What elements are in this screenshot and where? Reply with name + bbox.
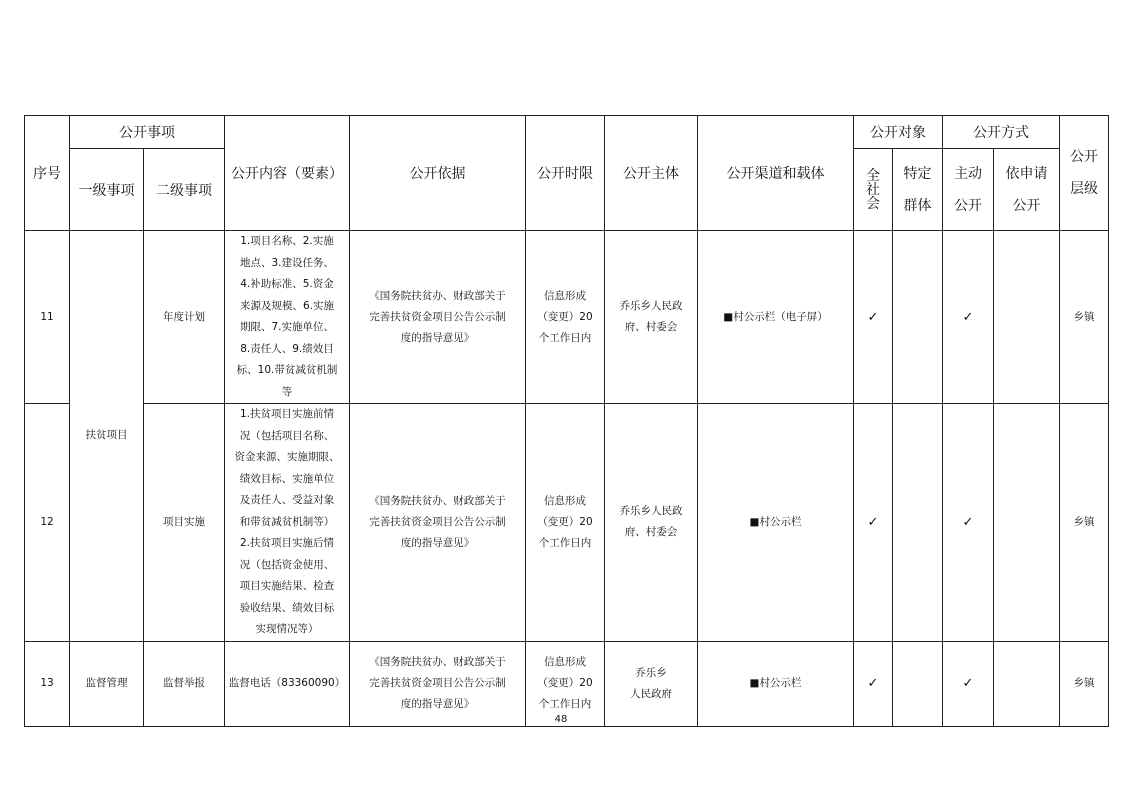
content-line: 标、10.带贫减贫机制 [236, 364, 338, 376]
header-method-active-line: 公开 [954, 197, 982, 214]
limit-line: 信息形成 [544, 494, 586, 507]
header-level-line: 公开 [1070, 149, 1098, 165]
header-level1: 一级事项 [70, 149, 144, 231]
cell-level: 乡镇 [1060, 231, 1109, 404]
basis-line: 完善扶贫资金项目公告公示制 [369, 310, 506, 323]
check-icon: ✓ [943, 404, 994, 642]
content-line: 绩效目标、实施单位 [239, 472, 335, 485]
limit-line: （变更）20 [537, 515, 593, 528]
content-line: 来源及规模、6.实施 [239, 299, 335, 312]
content-line: 1.项目名称、2.实施 [240, 235, 334, 247]
check-icon: ✓ [943, 231, 994, 404]
content-line: 监督电话（83360090） [228, 676, 346, 689]
cell-level2: 年度计划 [144, 231, 225, 404]
cell-level2: 监督举报 [144, 641, 225, 726]
basis-line: 《国务院扶贫办、财政部关于 [369, 656, 506, 668]
header-method-active-line: 主动 [954, 165, 982, 182]
header-level [1060, 116, 1109, 231]
limit-line: 个工作日内 [538, 331, 592, 344]
disclosure-table [24, 115, 1109, 727]
header-public-items: 公开事项 [70, 116, 225, 149]
cell-channel: ■村公示栏 [698, 404, 854, 642]
header-target-all-char: 会 [866, 195, 880, 212]
content-line: 况（包括项目名称、 [239, 429, 335, 442]
cell-seq: 11 [25, 231, 70, 404]
limit-line: 信息形成 [544, 289, 586, 302]
cell-channel: ■村公示栏 [698, 641, 854, 726]
content-line: 地点、3.建设任务、 [239, 256, 335, 269]
content-line: 验收结果、绩效目标 [239, 601, 335, 614]
basis-line: 完善扶贫资金项目公告公示制 [369, 677, 506, 689]
page-number: 48 [554, 714, 568, 725]
header-basis: 公开依据 [350, 116, 526, 231]
content-line: 等 [281, 385, 293, 398]
header-level2: 二级事项 [144, 149, 225, 231]
basis-line: 《国务院扶贫办、财政部关于 [369, 289, 506, 302]
content-line: 及责任人、受益对象 [239, 494, 335, 506]
header-target-specific-line: 群体 [903, 197, 932, 214]
header-method-request [994, 149, 1060, 231]
cell-target-specific [893, 231, 943, 404]
header-target-specific [893, 149, 943, 231]
table-row [25, 404, 1109, 642]
header-row-1 [25, 116, 1109, 149]
cell-level: 乡镇 [1060, 404, 1109, 642]
subject-line: 乔乐乡人民政 [619, 300, 683, 312]
header-target-all-char: 全 [866, 167, 880, 184]
content-line: 4.补助标准、5.资金 [240, 278, 334, 290]
header-subject: 公开主体 [605, 116, 698, 231]
limit-line: 个工作日内 [538, 698, 592, 710]
basis-line: 度的指导意见》 [400, 331, 475, 344]
basis-line: 《国务院扶贫办、财政部关于 [369, 494, 506, 507]
limit-line: 个工作日内 [538, 536, 592, 549]
basis-line: 度的指导意见》 [400, 698, 475, 710]
cell-subject [605, 404, 698, 642]
content-line: 1.扶贫项目实施前情 [239, 408, 335, 420]
cell-level1-merged: 扶贫项目 [70, 231, 144, 642]
header-target-all [854, 149, 893, 231]
cell-level2: 项目实施 [144, 404, 225, 642]
limit-line: （变更）20 [537, 677, 593, 689]
subject-line: 府、村委会 [624, 526, 678, 539]
header-channel: 公开渠道和载体 [698, 116, 854, 231]
cell-time-limit [526, 404, 605, 642]
subject-line: 乔乐乡 [635, 666, 667, 679]
content-line: 2.扶贫项目实施后情 [239, 537, 335, 549]
table-row [25, 231, 1109, 404]
header-method-request-line: 公开 [1012, 197, 1041, 214]
basis-line: 度的指导意见》 [400, 536, 475, 549]
cell-channel: ■村公示栏（电子屏） [698, 231, 854, 404]
cell-method-request [994, 231, 1060, 404]
check-icon: ✓ [943, 641, 994, 726]
content-line: 期限、7.实施单位、 [239, 321, 335, 333]
cell-basis [350, 231, 526, 404]
content-line: 实现情况等） [255, 623, 319, 635]
subject-line: 人民政府 [630, 687, 672, 700]
check-icon: ✓ [854, 641, 893, 726]
cell-level: 乡镇 [1060, 641, 1109, 726]
header-level-line: 层级 [1070, 181, 1098, 197]
header-method: 公开方式 [943, 116, 1060, 149]
check-icon: ✓ [854, 231, 893, 404]
cell-content [225, 231, 350, 404]
content-line: 8.责任人、9.绩效目 [240, 342, 334, 355]
header-target-all-char: 社 [866, 181, 880, 198]
subject-line: 府、村委会 [624, 321, 678, 333]
cell-subject [605, 231, 698, 404]
basis-line: 完善扶贫资金项目公告公示制 [369, 515, 506, 528]
subject-line: 乔乐乡人民政 [619, 505, 683, 518]
content-line: 资金来源、实施期限、 [234, 451, 340, 463]
header-content: 公开内容（要素） [225, 116, 350, 231]
limit-line: （变更）20 [537, 310, 593, 323]
limit-line: 信息形成 [544, 656, 586, 668]
cell-seq: 12 [25, 404, 70, 642]
cell-content [225, 404, 350, 642]
header-time-limit: 公开时限 [526, 116, 605, 231]
header-method-active [943, 149, 994, 231]
cell-seq: 13 [25, 641, 70, 726]
cell-method-request [994, 404, 1060, 642]
check-icon: ✓ [854, 404, 893, 642]
content-line: 和带贫减贫机制等） [239, 515, 335, 528]
header-target: 公开对象 [854, 116, 943, 149]
header-method-request-line: 依申请 [1005, 165, 1048, 182]
cell-basis [350, 404, 526, 642]
cell-target-specific [893, 404, 943, 642]
content-line: 况（包括资金使用、 [239, 558, 335, 571]
header-seq: 序号 [25, 116, 70, 231]
cell-time-limit [526, 231, 605, 404]
content-line: 项目实施结果、检查 [239, 580, 335, 592]
header-target-specific-line: 特定 [903, 165, 932, 182]
cell-level1: 监督管理 [70, 641, 144, 726]
